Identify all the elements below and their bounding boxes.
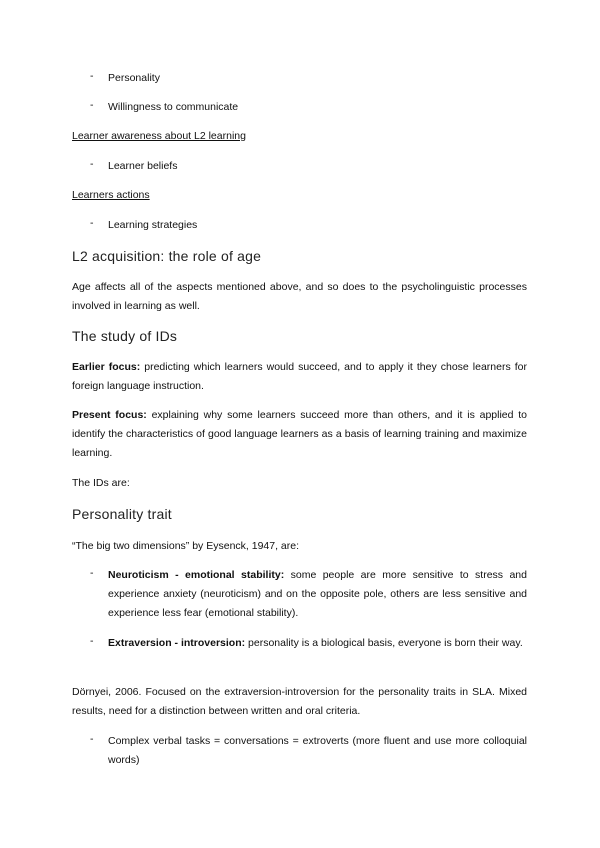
text-extraversion: personality is a biological basis, everyone is born their way. (245, 637, 523, 649)
paragraph-ids-are: The IDs are: (72, 477, 130, 489)
bullet-dash: - (90, 217, 94, 229)
bullet-dash: - (90, 635, 94, 647)
bullet-complex-verbal-tasks: Complex verbal tasks = conversations = extroverts (more fluent and use more colloquial words) (108, 735, 527, 766)
bullet-dash: - (90, 733, 94, 745)
heading-personality-trait: Personality trait (72, 506, 172, 522)
bullet-dash: - (90, 99, 94, 111)
label-earlier-focus: Earlier focus: (72, 361, 141, 373)
label-present-focus: Present focus: (72, 409, 147, 421)
label-extraversion: Extraversion - introversion: (108, 637, 246, 649)
text-earlier-focus: predicting which learners would succeed, and to apply it they chose learners for foreign language instruction. (72, 361, 527, 392)
label-neuroticism: Neuroticism - emotional stability: (108, 569, 285, 581)
text-present-focus: explaining why some learners succeed more than others, and it is applied to identify the characteristics of good language learners as a basis of learning training and maximize learning. (72, 409, 527, 459)
text-neuroticism: some people are more sensitive to stress and experience anxiety (neuroticism) and on the opposite pole, others are less sensitive and experience less fear (emotional stability). (108, 569, 527, 619)
bullet-dash: - (90, 567, 94, 579)
paragraph-age: Age affects all of the aspects mentioned above, and so does to the psycholinguistic processes involved in learning as well. (72, 281, 527, 312)
paragraph-dornyei: Dörnyei, 2006. Focused on the extraversion-introversion for the personality traits in SLA. Mixed results, need for a distinction between written and oral criteria. (72, 686, 527, 717)
bullet-personality: Personality (108, 72, 160, 84)
bullet-dash: - (90, 70, 94, 82)
heading-l2-acquisition-age: L2 acquisition: the role of age (72, 248, 262, 264)
bullet-learning-strategies: Learning strategies (108, 219, 198, 231)
paragraph-present-focus (72, 406, 527, 463)
heading-study-of-ids: The study of IDs (72, 328, 178, 344)
paragraph-earlier-focus (72, 358, 527, 396)
bullet-neuroticism (108, 566, 527, 623)
bullet-learner-beliefs: Learner beliefs (108, 160, 178, 172)
subheading-learner-awareness: Learner awareness about L2 learning (72, 130, 246, 142)
paragraph-big-two: “The big two dimensions” by Eysenck, 1947, are: (72, 540, 300, 552)
bullet-extraversion (108, 634, 527, 653)
bullet-willingness: Willingness to communicate (108, 101, 239, 113)
bullet-dash: - (90, 158, 94, 170)
subheading-learners-actions: Learners actions (72, 189, 150, 201)
